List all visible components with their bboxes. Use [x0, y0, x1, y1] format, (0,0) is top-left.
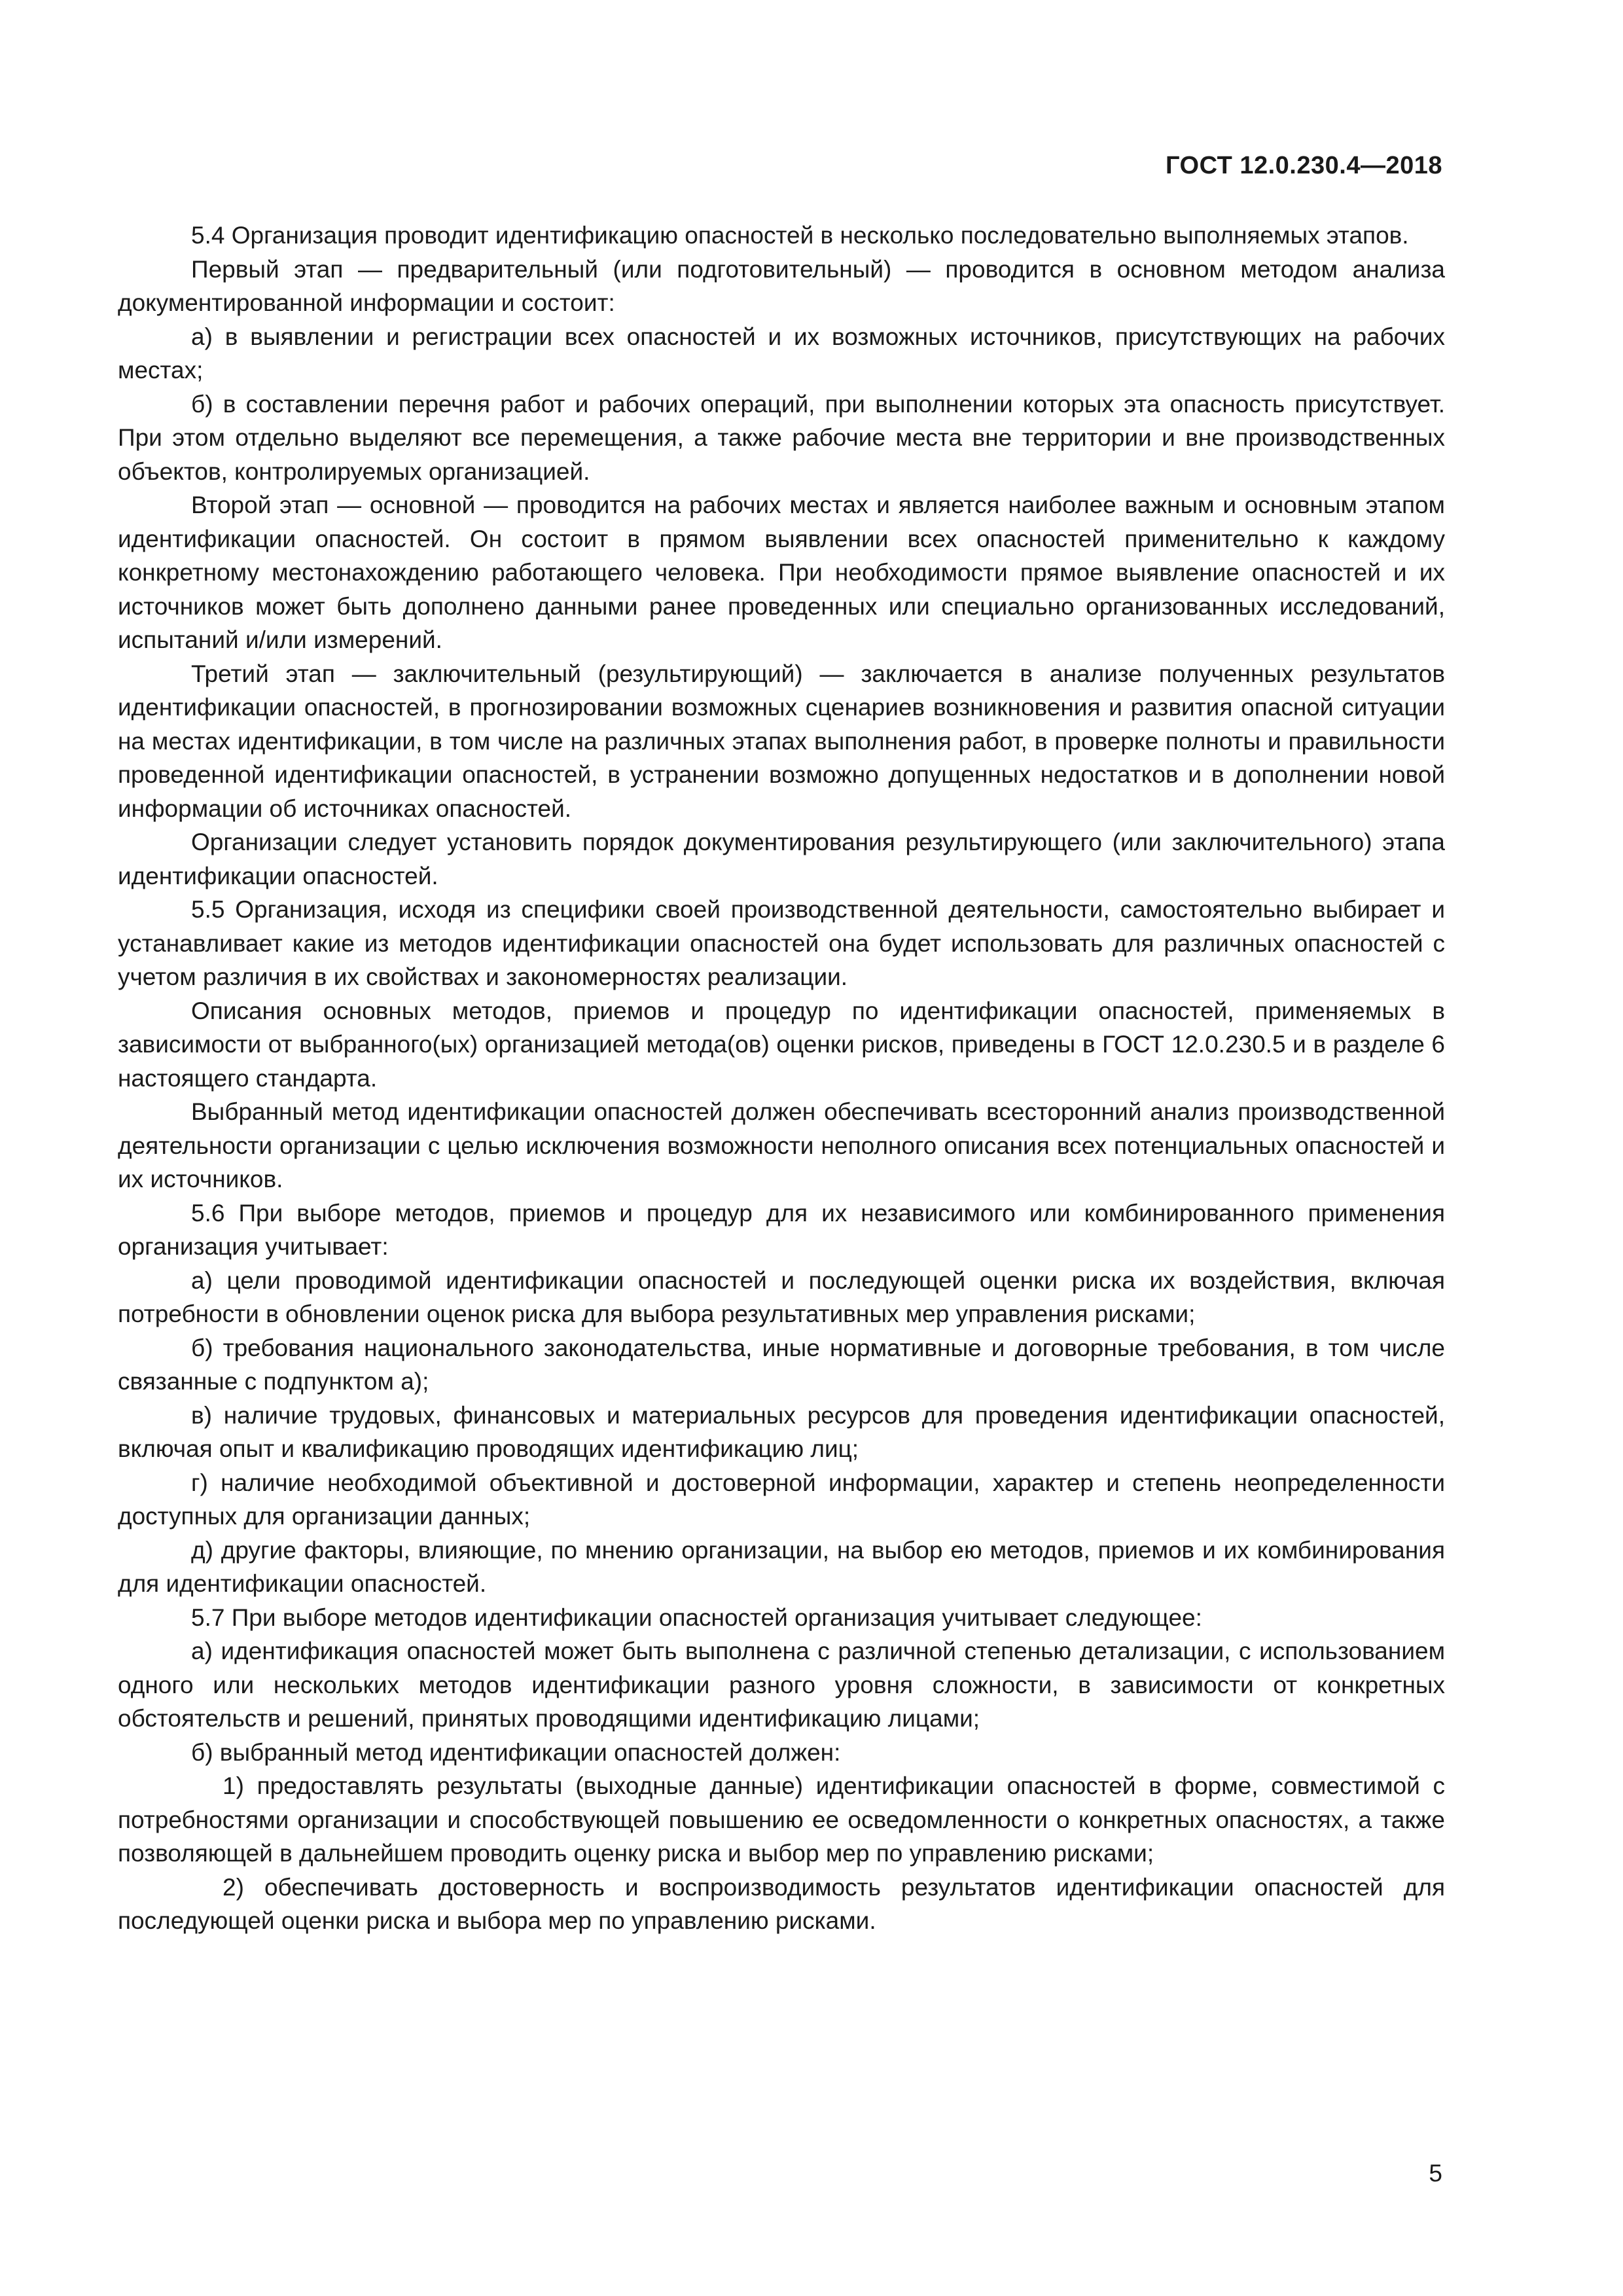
- sub-list-item-1: 1) предоставлять результаты (выходные данные) идентификации опасностей в форме, совместимой с потребностями организации и способствующей повышению ее осведомленности о конкретных опасностях, а также позволяющей в дальнейшем проводить оценку риска и выбор мер по управлению рисками;: [118, 1772, 1445, 1867]
- list-item-a: а) в выявлении и регистрации всех опасностей и их возможных источников, присутствующих на рабочих местах;: [118, 323, 1445, 384]
- paragraph-selected-method: Выбранный метод идентификации опасностей должен обеспечивать всесторонний анализ производственной деятельности организации с целью исключения возможности неполного описания всех потенциальных опасностей и их источников.: [118, 1098, 1445, 1193]
- list-item-g: г) наличие необходимой объективной и достоверной информации, характер и степень неопределенности доступных для организации данных;: [118, 1469, 1445, 1530]
- list-item-v: в) наличие трудовых, финансовых и материальных ресурсов для проведения идентификации опасностей, включая опыт и квалификацию проводящих идентификацию лиц;: [118, 1401, 1445, 1462]
- list-item-b: б) выбранный метод идентификации опасностей должен:: [191, 1738, 841, 1766]
- paragraph-5-6: 5.6 При выборе методов, приемов и процедур для их независимого или комбинированного применения организация учитывает:: [118, 1199, 1445, 1260]
- paragraph-documenting: Организации следует установить порядок документирования результирующего (или заключительного) этапа идентификации опасностей.: [118, 829, 1445, 889]
- paragraph-5-4: 5.4 Организация проводит идентификацию опасностей в несколько последовательно выполняемых этапов.: [191, 222, 1409, 249]
- page-number: 5: [1429, 2160, 1442, 2187]
- sub-list-item-2: 2) обеспечивать достоверность и воспроизводимость результатов идентификации опасностей для последующей оценки риска и выбора мер по управлению рисками.: [118, 1873, 1445, 1934]
- paragraph-methods-description: Описания основных методов, приемов и процедур по идентификации опасностей, применяемых в зависимости от выбранного(ых) организацией метода(ов) оценки рисков, приведены в ГОСТ 12.0.230.5 и в разделе 6 настоящего стандарта.: [118, 997, 1445, 1092]
- list-item-b: б) в составлении перечня работ и рабочих операций, при выполнении которых эта опасность присутствует. При этом отдельно выделяют все перемещения, а также рабочие места вне территории и вне производственных объектов, контролируемых организацией.: [118, 390, 1445, 485]
- list-item-a: а) цели проводимой идентификации опасностей и последующей оценки риска их воздействия, включая потребности в обновлении оценок риска для выбора результативных мер управления рисками;: [118, 1266, 1445, 1327]
- paragraph-stage-3: Третий этап — заключительный (результирующий) — заключается в анализе полученных результатов идентификации опасностей, в прогнозировании возможных сценариев возникновения и развития опасной ситуации на местах идентификации, в том числе на различных этапах выполнения работ, в проверке полноты и правильности проведенной идентификации опасностей, в устранении возможно допущенных недостатков и в дополнении новой информации об источниках опасностей.: [118, 660, 1445, 822]
- document-header: ГОСТ 12.0.230.4—2018: [1165, 152, 1442, 179]
- list-item-d: д) другие факторы, влияющие, по мнению организации, на выбор ею методов, приемов и их комбинирования для идентификации опасностей.: [118, 1536, 1445, 1597]
- paragraph-5-5: 5.5 Организация, исходя из специфики своей производственной деятельности, самостоятельно выбирает и устанавливает какие из методов идентификации опасностей она будет использовать для различных опасностей с учетом различия в их свойствах и закономерностях реализации.: [118, 896, 1445, 990]
- paragraph-5-7: 5.7 При выборе методов идентификации опасностей организация учитывает следующее:: [191, 1604, 1202, 1631]
- paragraph-stage-2: Второй этап — основной — проводится на рабочих местах и является наиболее важным и основным этапом идентификации опасностей. Он состоит в прямом выявлении всех опасностей применительно к каждому конкретному местонахождению работающего человека. При необходимости прямое выявление опасностей и их источников может быть дополнено данными ранее проведенных или специально организованных исследований, испытаний и/или измерений.: [118, 492, 1445, 653]
- document-body: [118, 219, 1445, 1938]
- paragraph-stage-1: Первый этап — предварительный (или подготовительный) — проводится в основном методом анализа документированной информации и состоит:: [118, 255, 1445, 316]
- list-item-a: а) идентификация опасностей может быть выполнена с различной степенью детализации, с использованием одного или нескольких методов идентификации разного уровня сложности, в зависимости от конкретных обстоятельств и решений, принятых проводящими идентификацию лицами;: [118, 1638, 1445, 1732]
- list-item-b: б) требования национального законодательства, иные нормативные и договорные требования, в том числе связанные с подпунктом а);: [118, 1334, 1445, 1395]
